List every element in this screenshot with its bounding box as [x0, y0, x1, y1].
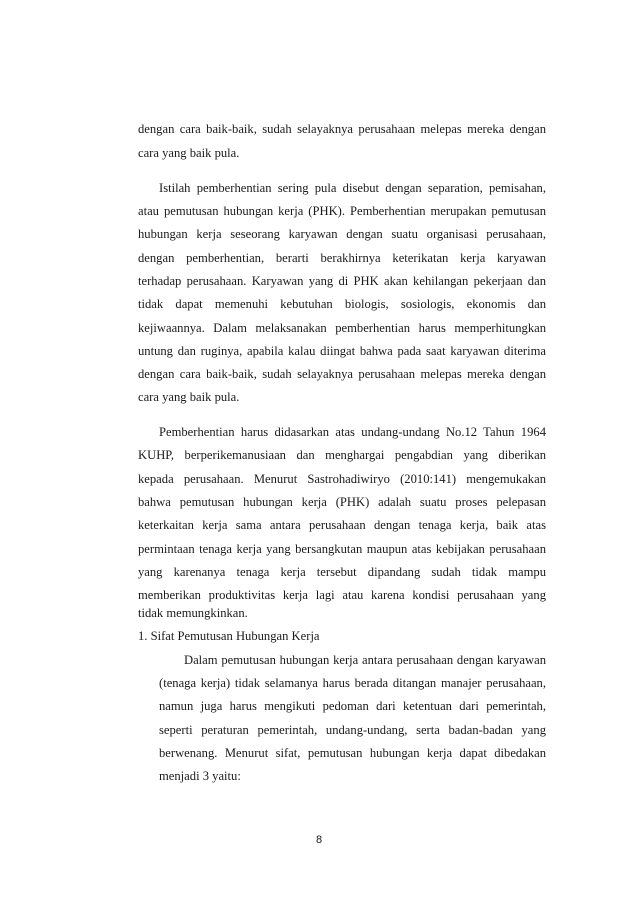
text-line: bahwa pemutusan hubungan kerja (PHK) adalah suatu proses pelepasan — [138, 495, 546, 509]
page-number: 8 — [315, 834, 323, 846]
text-line: memberikan produktivitas kerja lagi atau karena kondisi perusahaan yang — [138, 588, 546, 602]
text-line: KUHP, berperikemanusiaan dan menghargai pengabdian yang diberikan — [138, 448, 546, 462]
text-line: yang karenanya tenaga kerja tersebut dipandang sudah tidak mampu — [138, 565, 546, 579]
paragraph-first-line: Dalam pemutusan hubungan kerja antara perusahaan dengan karyawan — [184, 653, 546, 667]
text-line: kejiwaannya. Dalam melaksanakan pemberhentian harus memperhitungkan — [138, 321, 546, 335]
text-line: atau pemutusan hubungan kerja (PHK). Pemberhentian merupakan pemutusan — [138, 204, 546, 218]
text-line: kepada perusahaan. Menurut Sastrohadiwiryo (2010:141) mengemukakan — [138, 472, 546, 486]
text-line: untung dan ruginya, apabila kalau diingat bahwa pada saat karyawan diterima — [138, 344, 546, 358]
section-heading: 1. Sifat Pemutusan Hubungan Kerja — [138, 629, 320, 643]
text-line: berwenang. Menurut sifat, pemutusan hubungan kerja dapat dibedakan — [159, 746, 546, 760]
text-line: dengan cara baik-baik, sudah selayaknya perusahaan melepas mereka dengan — [138, 367, 546, 381]
text-line: keterkaitan kerja sama antara perusahaan dengan tenaga kerja, baik atas — [138, 518, 546, 532]
text-line: dengan cara baik-baik, sudah selayaknya perusahaan melepas mereka dengan — [138, 122, 546, 136]
text-line: terhadap perusahaan. Karyawan yang di PHK akan kehilangan pekerjaan dan — [138, 274, 546, 288]
text-line: permintaan tenaga kerja yang bersangkutan maupun atas kebijakan perusahaan — [138, 542, 546, 556]
text-line: dengan pemberhentian, berarti berakhirnya keterikatan kerja karyawan — [138, 251, 546, 265]
text-line: menjadi 3 yaitu: — [159, 769, 241, 783]
text-line: tidak dapat memenuhi kebutuhan biologis, sosiologis, ekonomis dan — [138, 297, 546, 311]
paragraph-first-line: Istilah pemberhentian sering pula disebut dengan separation, pemisahan, — [159, 181, 546, 195]
text-line: tidak memungkinkan. — [138, 606, 248, 620]
text-line: namun juga harus mengikuti pedoman dari ketentuan dari pemerintah, — [159, 699, 546, 713]
text-line: cara yang baik pula. — [138, 390, 240, 404]
text-line: seperti peraturan pemerintah, undang-undang, serta badan-badan yang — [159, 723, 546, 737]
paragraph-first-line: Pemberhentian harus didasarkan atas undang-undang No.12 Tahun 1964 — [159, 425, 546, 439]
text-line: (tenaga kerja) tidak selamanya harus berada ditangan manajer perusahaan, — [159, 676, 546, 690]
text-line: cara yang baik pula. — [138, 146, 240, 160]
text-line: hubungan kerja seseorang karyawan dengan suatu organisasi perusahaan, — [138, 227, 546, 241]
